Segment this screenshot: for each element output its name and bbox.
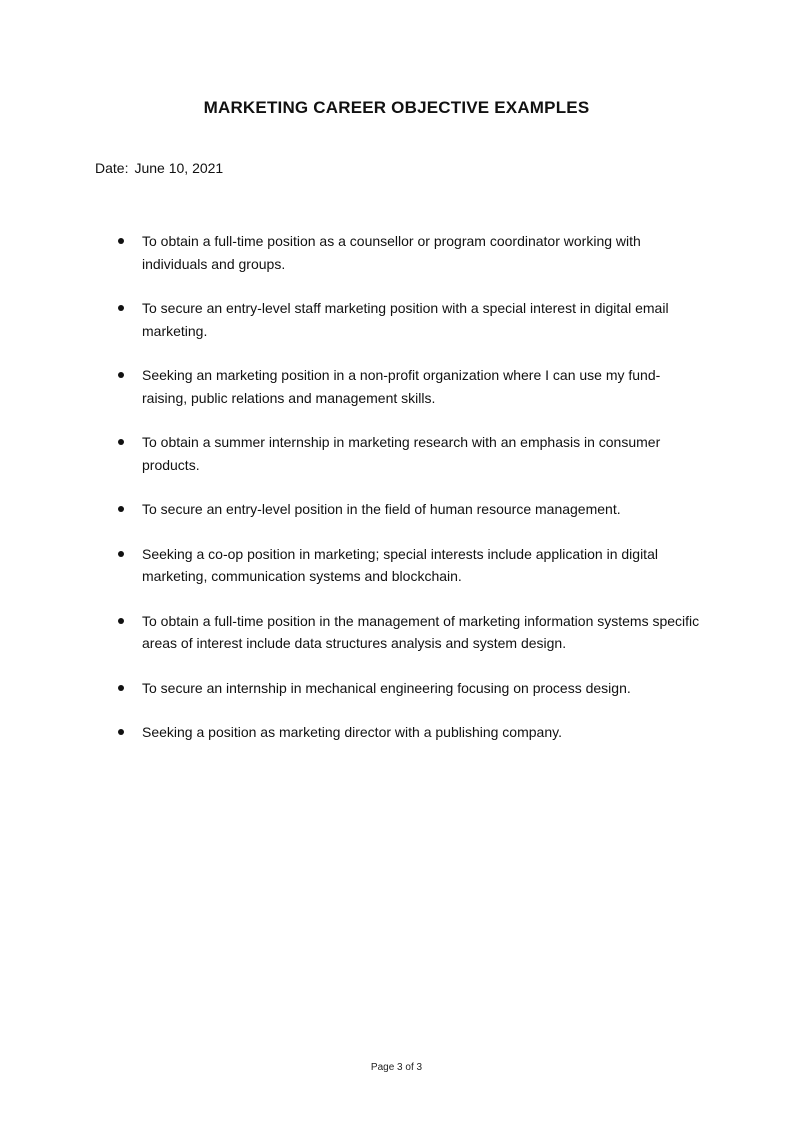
- list-item: [0, 431, 793, 476]
- objective-text: To obtain a full-time position as a counsellor or program coordinator working with individuals and groups.: [142, 233, 641, 272]
- page-number: Page 3 of 3: [370, 1062, 423, 1073]
- objective-text: Seeking a co-op position in marketing; special interests include application in digital marketing, communication systems and blockchain.: [142, 545, 658, 584]
- objective-text: To secure an entry-level staff marketing position with a special interest in digital email marketing.: [142, 300, 669, 339]
- bullet-icon: [118, 685, 124, 691]
- bullet-icon: [118, 439, 124, 445]
- list-item: [0, 297, 793, 342]
- date-value: June 10, 2021: [134, 160, 224, 176]
- bullet-icon: [118, 372, 124, 378]
- bullet-icon: [118, 506, 124, 512]
- objectives-list: [0, 230, 793, 766]
- list-item: [0, 610, 793, 655]
- objective-text: To obtain a full-time position in the management of marketing information systems specific areas of interest include data structures analysis and system design.: [142, 612, 700, 651]
- list-item: [0, 498, 793, 521]
- list-item: [0, 677, 793, 700]
- date-line: [95, 160, 223, 176]
- list-item: [0, 364, 793, 409]
- bullet-icon: [118, 729, 124, 735]
- objective-text: Seeking an marketing position in a non-profit organization where I can use my fund-raising, public relations and management skills.: [142, 367, 661, 406]
- bullet-icon: [118, 551, 124, 557]
- bullet-icon: [118, 238, 124, 244]
- date-label: Date:: [95, 160, 129, 176]
- objective-text: Seeking a position as marketing director with a publishing company.: [142, 724, 562, 740]
- objective-text: To obtain a summer internship in marketing research with an emphasis in consumer products.: [142, 434, 661, 473]
- list-item: [0, 721, 793, 744]
- document-title: MARKETING CAREER OBJECTIVE EXAMPLES: [203, 98, 590, 117]
- objective-text: To secure an entry-level position in the field of human resource management.: [142, 501, 621, 517]
- objective-text: To secure an internship in mechanical engineering focusing on process design.: [142, 679, 631, 696]
- list-item: [0, 543, 793, 588]
- bullet-icon: [118, 618, 124, 624]
- list-item: [0, 230, 793, 275]
- bullet-icon: [118, 305, 124, 311]
